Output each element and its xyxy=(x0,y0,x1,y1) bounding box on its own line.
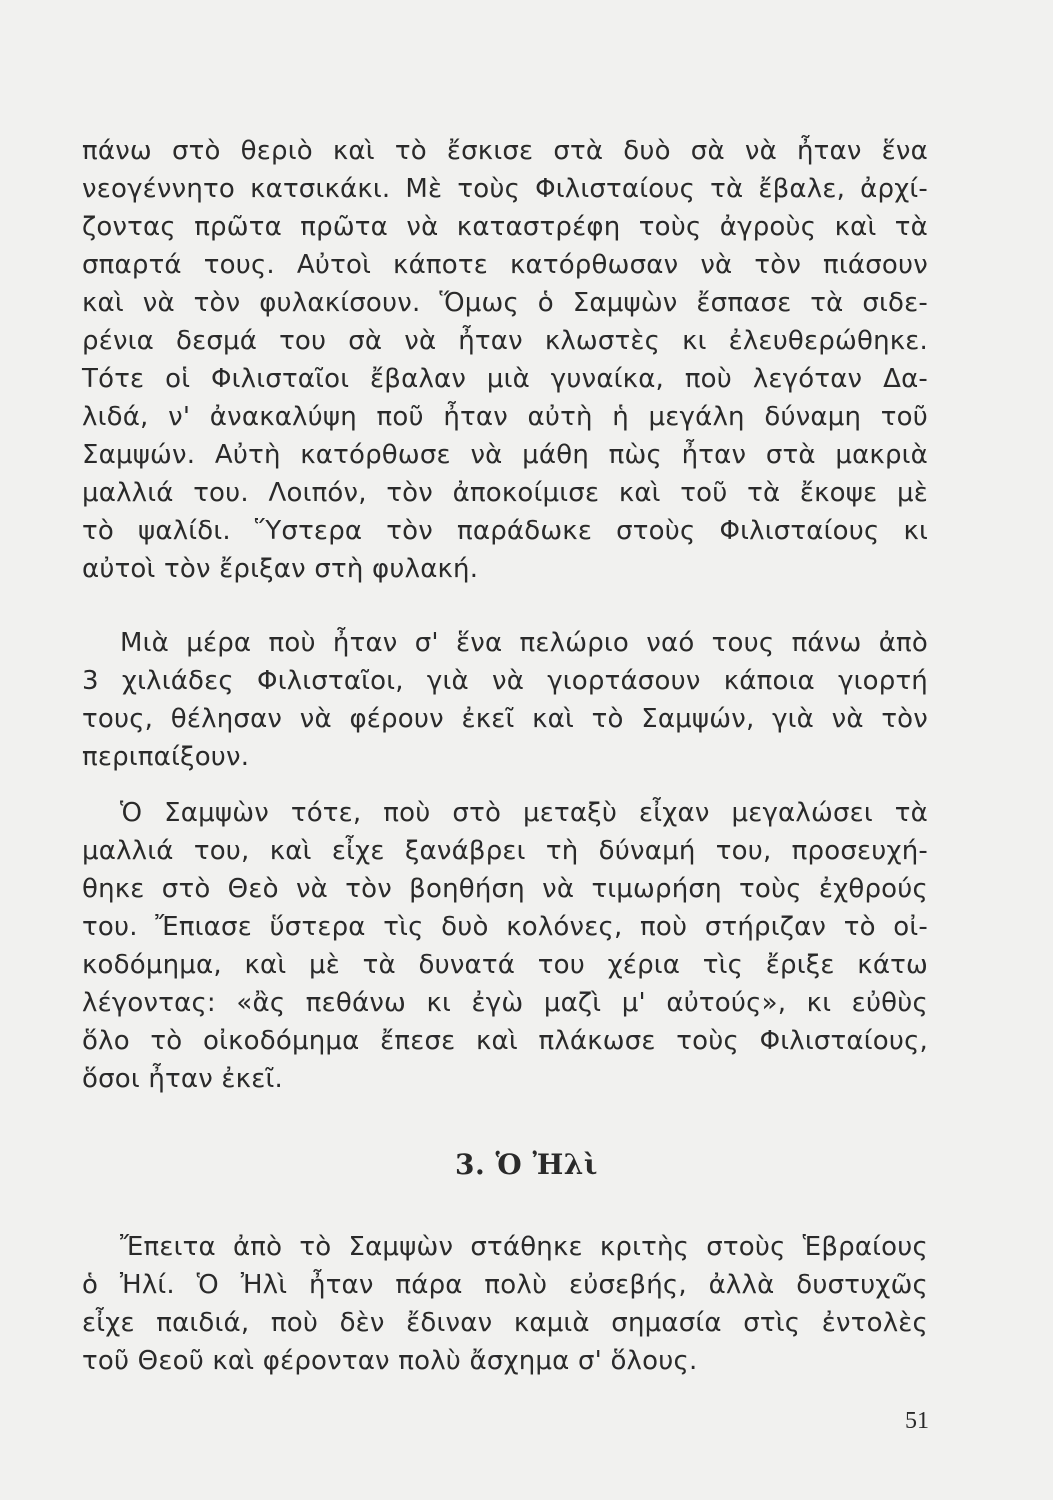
text-line: νεογέννητο κατσικάκι. Μὲ τοὺς Φιλισταίους τὰ ἔβαλε, ἀρχί- xyxy=(82,174,928,204)
text-line: θηκε στὸ Θεὸ νὰ τὸν βοηθήση νὰ τιμωρήση τοὺς ἐχθρούς xyxy=(82,874,928,904)
page-number: 51 xyxy=(905,1408,929,1434)
text-line: μαλλιά του. Λοιπόν, τὸν ἀποκοίμισε καὶ τοῦ τὰ ἔκοψε μὲ xyxy=(82,478,928,508)
text-line: περιπαίξουν. xyxy=(82,742,250,772)
paragraph-eli xyxy=(82,1228,928,1380)
text-line: του. Ἔπιασε ὕστερα τὶς δυὸ κολόνες, ποὺ στήριζαν τὸ οἰ- xyxy=(82,912,928,942)
text-line: ὅσοι ἦταν ἐκεῖ. xyxy=(82,1064,283,1094)
text-line: λέγοντας: «ἂς πεθάνω κι ἐγὼ μαζὶ μ' αὐτούς», κι εὐθὺς xyxy=(82,988,928,1018)
text-line: Σαμψών. Αὐτὴ κατόρθωσε νὰ μάθη πὼς ἦταν στὰ μακριὰ xyxy=(82,440,928,470)
text-line: κοδόμημα, καὶ μὲ τὰ δυνατά του χέρια τὶς ἔριξε κάτω xyxy=(82,950,928,980)
text-line: τους, θέλησαν νὰ φέρουν ἐκεῖ καὶ τὸ Σαμψών, γιὰ νὰ τὸν xyxy=(82,704,928,734)
text-line: Τότε οἱ Φιλισταῖοι ἔβαλαν μιὰ γυναίκα, ποὺ λεγόταν Δα- xyxy=(82,364,928,394)
paragraph-samson-philistines xyxy=(82,132,928,588)
text-line: μαλλιά του, καὶ εἶχε ξανάβρει τὴ δύναμή του, προσευχή- xyxy=(82,836,928,866)
paragraph-temple-feast xyxy=(82,624,928,776)
text-line: καὶ νὰ τὸν φυλακίσουν. Ὅμως ὁ Σαμψὼν ἔσπασε τὰ σιδε- xyxy=(82,288,928,318)
text-line: τοῦ Θεοῦ καὶ φέρονταν πολὺ ἄσχημα σ' ὅλους. xyxy=(82,1346,698,1376)
paragraph-samson-death xyxy=(82,794,928,1098)
text-line: πάνω στὸ θεριὸ καὶ τὸ ἔσκισε στὰ δυὸ σὰ νὰ ἦταν ἕνα xyxy=(82,136,928,166)
text-line: Μιὰ μέρα ποὺ ἦταν σ' ἕνα πελώριο ναό τους πάνω ἀπὸ xyxy=(120,628,928,658)
text-line: τὸ ψαλίδι. Ὕστερα τὸν παράδωκε στοὺς Φιλισταίους κι xyxy=(82,516,928,546)
text-line: αὐτοὶ τὸν ἔριξαν στὴ φυλακή. xyxy=(82,554,479,584)
text-line: ὅλο τὸ οἰκοδόμημα ἔπεσε καὶ πλάκωσε τοὺς Φιλισταίους, xyxy=(82,1026,928,1056)
text-line: σπαρτά τους. Αὐτοὶ κάποτε κατόρθωσαν νὰ τὸν πιάσουν xyxy=(82,250,928,280)
text-line: Ὁ Σαμψὼν τότε, ποὺ στὸ μεταξὺ εἶχαν μεγαλώσει τὰ xyxy=(120,798,928,828)
text-line: Ἔπειτα ἀπὸ τὸ Σαμψὼν στάθηκε κριτὴς στοὺς Ἑβραίους xyxy=(120,1232,928,1262)
text-line: ζοντας πρῶτα πρῶτα νὰ καταστρέφη τοὺς ἀγροὺς καὶ τὰ xyxy=(82,212,928,242)
section-heading: 3. Ὁ Ἠλὶ xyxy=(455,1148,598,1181)
text-line: ρένια δεσμά του σὰ νὰ ἦταν κλωστὲς κι ἐλευθερώθηκε. xyxy=(82,326,928,356)
text-line: εἶχε παιδιά, ποὺ δὲν ἔδιναν καμιὰ σημασία στὶς ἐντολὲς xyxy=(82,1308,928,1338)
text-line: λιδά, ν' ἀνακαλύψη ποῦ ἦταν αὐτὴ ἡ μεγάλη δύναμη τοῦ xyxy=(82,402,928,432)
text-line: 3 χιλιάδες Φιλισταῖοι, γιὰ νὰ γιορτάσουν κάποια γιορτή xyxy=(82,666,928,696)
text-line: ὁ Ἠλί. Ὁ Ἠλὶ ἦταν πάρα πολὺ εὐσεβής, ἀλλὰ δυστυχῶς xyxy=(82,1270,928,1300)
